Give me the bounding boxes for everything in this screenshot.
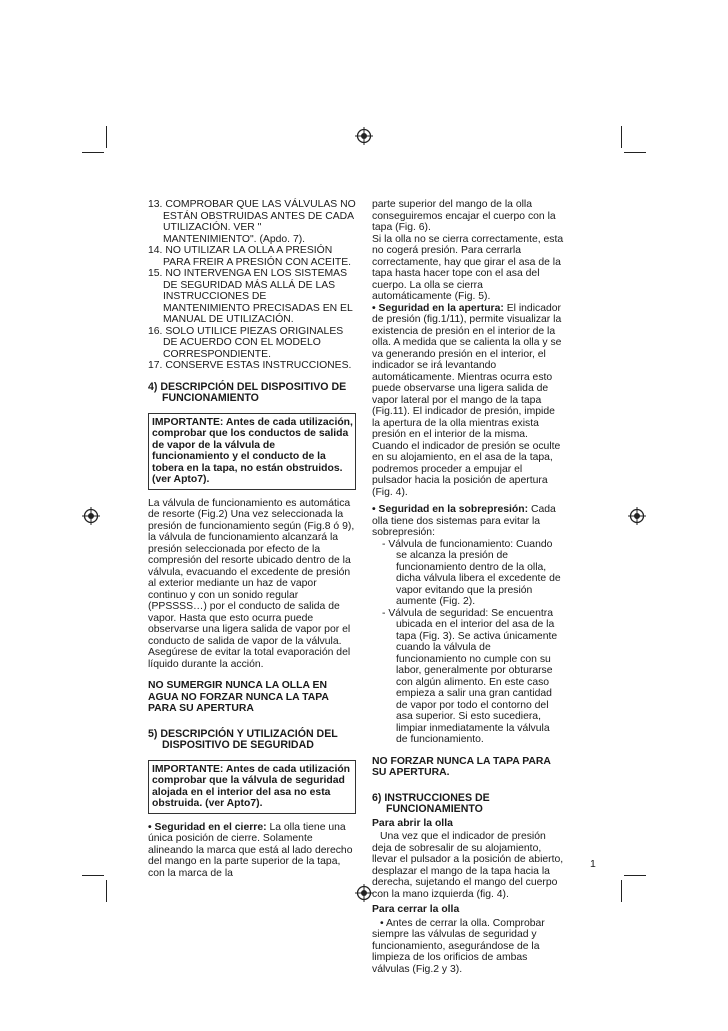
list-item: - Válvula de seguridad: Se encuentra ubicada en el interior del asa de la tapa (Fig. 3). Se activa únicamente cuando la válvula de funcionamiento no cumple con su labor, generalmente por obturarse con algún alimento. En este caso empieza a salir una gran cantidad de vapor por todo el contorno del asa superior. Si esto sucediera, limpiar inmediatamente la válvula de funcionamiento.: [382, 607, 558, 745]
list-item: 17. CONSERVE ESTAS INSTRUCCIONES.: [148, 360, 352, 371]
list-item: 13. COMPROBAR QUE LAS VÁLVULAS NO ESTÁN OBSTRUIDAS ANTES DE CADA UTILIZACIÓN. VER " MANTENIMIENTO". (Apdo. 7).: [148, 199, 356, 245]
paragraph: • Seguridad en la apertura: El indicador de presión (fig.1/11), permite visualizar la existencia de presión en el interior de la olla. A medida que se calienta la olla y se va generando presión en el interior, el indicador se irá levantando automáticamente. Mientras ocurra esto puede observarse una ligera salida de vapor lateral por el mango de la tapa (Fig.11). El indicador de presión, impide la apertura de la olla mientras exista presión en el interior de la misma.: [372, 302, 562, 440]
crop-mark: [106, 880, 107, 902]
registration-mark-icon: [628, 507, 646, 525]
registration-mark-icon: [82, 507, 100, 525]
crop-mark: [621, 880, 622, 902]
right-column: [372, 199, 564, 975]
crop-mark: [82, 152, 104, 153]
section-heading: 5) DESCRIPCIÓN Y UTILIZACIÓN DEL DISPOSITIVO DE SEGURIDAD: [148, 727, 338, 751]
list-item: 15. NO INTERVENGA EN LOS SISTEMAS DE SEGURIDAD MÁS ALLÁ DE LAS INSTRUCCIONES DE MANTENIMIENTO PRECISADAS EN EL MANUAL DE UTILIZACIÓN.: [148, 268, 353, 325]
crop-mark: [621, 126, 622, 148]
paragraph: Asegúrese de evitar la total evaporación del líquido durante la acción.: [148, 647, 351, 670]
paragraph: • Seguridad en la sobrepresión: Cada olla tiene dos sistemas para evitar la sobrepresión:: [372, 504, 556, 538]
paragraph: La válvula de funcionamiento es automática de resorte (Fig.2) Una vez seleccionada la presión de funcionamiento según (Fig.8 ó 9), la válvula de funcionamiento alcanzará la presión seleccionada por efecto de la compresión del resorte ubicado dentro de la válvula, evacuando el excedente de presión al exterior mediante un haz de vapor continuo y con un sonido regular (PPSSSS…) por el conducto de salida de vapor. Hasta que esto ocurra puede observarse una ligera salida de vapor por el conducto de salida de vapor de la válvula.: [148, 497, 355, 647]
paragraph: Cuando el indicador de presión se oculte en su alojamiento, en el asa de la tapa, podremos proceder a empujar el pulsador hacia la posición de apertura (Fig. 4).: [372, 440, 561, 498]
paragraph: parte superior del mango de la olla conseguiremos encajar el cuerpo con la tapa (Fig. 6).: [372, 199, 556, 233]
crop-mark: [106, 126, 107, 148]
page-number: 1: [590, 858, 596, 870]
registration-mark-icon: [355, 127, 373, 145]
section-heading: 6) INSTRUCCIONES DE FUNCIONAMIENTO: [372, 791, 490, 815]
safety-list: [148, 199, 356, 372]
registration-mark-icon: [355, 884, 373, 902]
crop-mark: [624, 152, 646, 153]
list-item: 14. NO UTILIZAR LA OLLA A PRESIÓN PARA FREIR A PRESIÓN CON ACEITE.: [148, 245, 352, 268]
warning-text: NO FORZAR NUNCA LA TAPA PARA SU APERTURA.: [372, 755, 551, 778]
important-box: IMPORTANTE: Antes de cada utilización, comprobar que los conductos de salida de vapor de la válvula de funcionamiento y el conducto de la tobera en la tapa, no están obstruidos. (ver Apto7).: [148, 413, 356, 490]
subheading: Para cerrar la olla: [372, 904, 460, 915]
paragraph: • Antes de cerrar la olla. Comprobar siempre las válvulas de seguridad y funcionamiento, asegurándose de la limpieza de los orificios de ambas válvulas (Fig.2 y 3).: [372, 917, 545, 975]
subheading: Para abrir la olla: [372, 817, 453, 829]
section-heading: 4) DESCRIPCIÓN DEL DISPOSITIVO DE FUNCIONAMIENTO: [148, 380, 347, 404]
paragraph: • Seguridad en el cierre: La olla tiene una única posición de cierre. Solamente alineando la marca que está al lado derecho del mango en la parte superior de la tapa, con la marca de la: [148, 821, 353, 879]
list-item: 16. SOLO UTILICE PIEZAS ORIGINALES DE ACUERDO CON EL MODELO CORRESPONDIENTE.: [148, 325, 344, 360]
list-item: - Válvula de funcionamiento: Cuando se alcanza la presión de funcionamiento dentro de la olla, dicha válvula libera el excedente de vapor evitando que la presión aumente (Fig. 2).: [382, 538, 561, 607]
paragraph: Si la olla no se cierra correctamente, esta no cogerá presión. Para cerrarla correctamente, hay que girar el asa de la tapa hasta hacer tope con el asa del cuerpo. La olla se cierra automáticamente (Fig. 5).: [372, 233, 564, 302]
important-box: IMPORTANTE: Antes de cada utilización comprobar que la válvula de seguridad alojada en el interior del asa no esta obstruida. (ver Apto7).: [148, 760, 356, 814]
paragraph: Una vez que el indicador de presión deja de sobresalir de su alojamiento, llevar el pulsador a la posición de abierto, desplazar el mango de la tapa hacia la derecha, sujetando el mango del cuerpo con la mano izquierda (fig. 4).: [372, 831, 564, 900]
crop-mark: [624, 875, 646, 876]
left-column: [148, 199, 356, 879]
crop-mark: [82, 875, 104, 876]
warning-text: NO SUMERGIR NUNCA LA OLLA EN AGUA NO FORZAR NUNCA LA TAPA PARA SU APERTURA: [148, 680, 329, 714]
